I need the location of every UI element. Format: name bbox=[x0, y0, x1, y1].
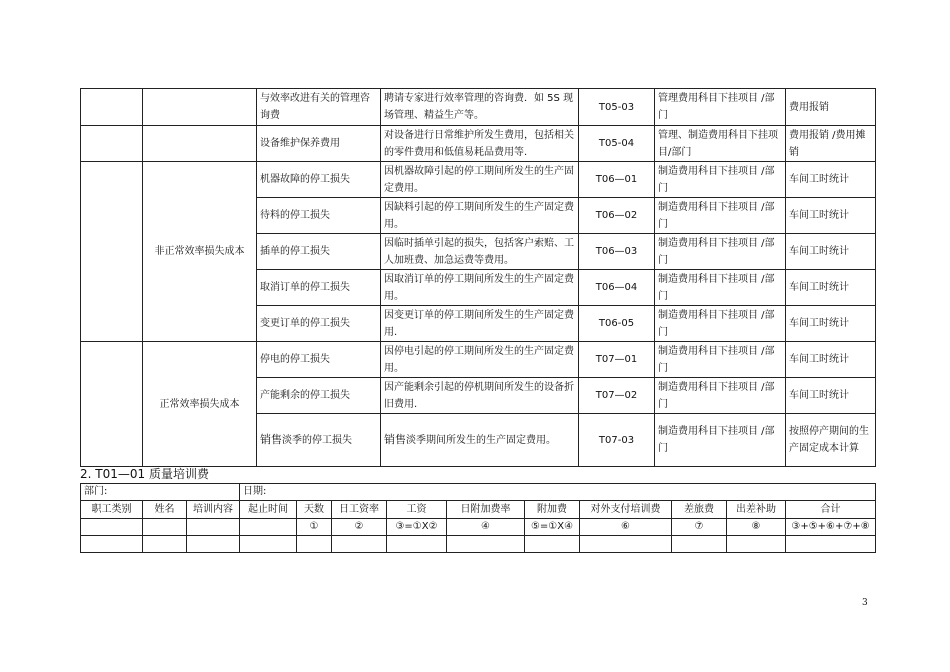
blank-cell bbox=[81, 126, 143, 162]
desc-cell: 因机器故障引起的停工期间所发生的生产固定费用。 bbox=[381, 162, 579, 198]
formula-cell: ⑥ bbox=[580, 519, 672, 536]
formula-cell: ① bbox=[297, 519, 332, 536]
column-header-row bbox=[81, 501, 876, 519]
table-row bbox=[81, 342, 876, 378]
table-row bbox=[81, 162, 876, 198]
code-cell: T06—04 bbox=[579, 270, 655, 306]
method-cell: 车间工时统计 bbox=[786, 162, 876, 198]
desc-cell: 因产能剩余引起的停机期间所发生的设备折旧费用. bbox=[381, 378, 579, 414]
formula-cell: ⑤=①X④ bbox=[525, 519, 580, 536]
column-header: 出差补助 bbox=[727, 501, 786, 519]
method-cell: 车间工时统计 bbox=[786, 270, 876, 306]
formula-cell bbox=[240, 519, 297, 536]
form-header-row bbox=[81, 484, 876, 501]
formula-cell bbox=[143, 519, 187, 536]
formula-cell: ③=①X② bbox=[387, 519, 447, 536]
code-cell: T07—02 bbox=[579, 378, 655, 414]
account-cell: 制造费用科目下挂项目 /部门 bbox=[655, 162, 786, 198]
blank-cell bbox=[143, 126, 257, 162]
method-cell: 车间工时统计 bbox=[786, 342, 876, 378]
method-cell: 车间工时统计 bbox=[786, 198, 876, 234]
desc-rest-text: 淡季期间所发生的生产固定费用。 bbox=[406, 435, 556, 446]
desc-cell bbox=[381, 414, 579, 467]
desc-cell: 因临时插单引起的损失，包括客户索赔、工人加班费、加急运费等费用。 bbox=[381, 234, 579, 270]
code-cell: T05-04 bbox=[579, 126, 655, 162]
formula-cell: ④ bbox=[447, 519, 525, 536]
dept-label: 部门: bbox=[81, 484, 240, 501]
desc-main-text: 销售 bbox=[384, 433, 406, 446]
blank-cell bbox=[81, 162, 143, 342]
method-cell: 车间工时统计 bbox=[786, 378, 876, 414]
formula-cell: ③+⑤+⑥+⑦+⑧ bbox=[786, 519, 876, 536]
account-cell: 制造费用科目下挂项目 /部门 bbox=[655, 306, 786, 342]
account-cell: 制造费用科目下挂项目 /部门 bbox=[655, 198, 786, 234]
code-cell: T07—01 bbox=[579, 342, 655, 378]
formula-cell: ② bbox=[332, 519, 387, 536]
item-cell: 变更订单的停工损失 bbox=[257, 306, 381, 342]
code-cell: T06—03 bbox=[579, 234, 655, 270]
blank-cell bbox=[240, 536, 297, 553]
category-abnormal: 非正常效率损失成本 bbox=[143, 162, 257, 342]
item-cell: 待料的停工损失 bbox=[257, 198, 381, 234]
blank-cell bbox=[81, 536, 143, 553]
column-header: 日附加费率 bbox=[447, 501, 525, 519]
column-header: 培训内容 bbox=[187, 501, 240, 519]
column-header: 姓名 bbox=[143, 501, 187, 519]
desc-cell: 因停电引起的停工期间所发生的生产固定费用。 bbox=[381, 342, 579, 378]
account-cell: 制造费用科目下挂项目 /部门 bbox=[655, 342, 786, 378]
item-cell bbox=[257, 414, 381, 467]
method-cell: 车间工时统计 bbox=[786, 234, 876, 270]
method-cell: 费用报销 bbox=[786, 89, 876, 126]
category-normal: 正常效率损失成本 bbox=[143, 342, 257, 467]
formula-cell bbox=[81, 519, 143, 536]
item-cell: 停电的停工损失 bbox=[257, 342, 381, 378]
item-cell: 产能剩余的停工损失 bbox=[257, 378, 381, 414]
training-form-table bbox=[80, 483, 876, 553]
cost-table bbox=[80, 88, 876, 467]
column-header: 差旅费 bbox=[672, 501, 727, 519]
account-cell: 制造费用科目下挂项目 /部门 bbox=[655, 414, 786, 467]
blank-cell bbox=[786, 536, 876, 553]
desc-cell: 聘请专家进行效率管理的咨询费．如 5S 现场管理、精益生产等。 bbox=[381, 89, 579, 126]
desc-cell: 因取消订单的停工期间所发生的生产固定费用。 bbox=[381, 270, 579, 306]
item-main-text: 销售 bbox=[260, 433, 282, 446]
blank-cell bbox=[332, 536, 387, 553]
item-cell: 插单的停工损失 bbox=[257, 234, 381, 270]
desc-cell: 因缺料引起的停工期间所发生的生产固定费用。 bbox=[381, 198, 579, 234]
item-cell: 取消订单的停工损失 bbox=[257, 270, 381, 306]
item-cell: 机器故障的停工损失 bbox=[257, 162, 381, 198]
column-header: 对外支付培训费 bbox=[580, 501, 672, 519]
column-header: 合计 bbox=[786, 501, 876, 519]
method-cell: 按照停产期间的生产固定成本计算 bbox=[786, 414, 876, 467]
table-row bbox=[81, 126, 876, 162]
column-header: 职工类别 bbox=[81, 501, 143, 519]
table-row bbox=[81, 89, 876, 126]
code-cell: T05-03 bbox=[579, 89, 655, 126]
blank-row bbox=[81, 536, 876, 553]
desc-cell: 对设备进行日常维护所发生费用，包括相关的零件费用和低值易耗品费用等. bbox=[381, 126, 579, 162]
page-number: 3 bbox=[862, 598, 868, 608]
account-cell: 管理、制造费用科目下挂项目/部门 bbox=[655, 126, 786, 162]
blank-cell bbox=[672, 536, 727, 553]
formula-cell: ⑦ bbox=[672, 519, 727, 536]
account-cell: 管理费用科目下挂项目 /部门 bbox=[655, 89, 786, 126]
section-heading: 2. T01—01 质量培训费 bbox=[80, 467, 209, 481]
blank-cell bbox=[297, 536, 332, 553]
column-header: 天数 bbox=[297, 501, 332, 519]
column-header: 日工资率 bbox=[332, 501, 387, 519]
code-cell: T06—01 bbox=[579, 162, 655, 198]
column-header: 附加费 bbox=[525, 501, 580, 519]
account-cell: 制造费用科目下挂项目 /部门 bbox=[655, 234, 786, 270]
account-cell: 制造费用科目下挂项目 /部门 bbox=[655, 270, 786, 306]
code-cell: T06—02 bbox=[579, 198, 655, 234]
blank-cell bbox=[143, 89, 257, 126]
desc-cell: 因变更订单的停工期间所发生的生产固定费用. bbox=[381, 306, 579, 342]
code-cell: T07-03 bbox=[579, 414, 655, 467]
formula-cell: ⑧ bbox=[727, 519, 786, 536]
blank-cell bbox=[81, 89, 143, 126]
blank-cell bbox=[525, 536, 580, 553]
formula-row bbox=[81, 519, 876, 536]
blank-cell bbox=[387, 536, 447, 553]
date-label: 日期: bbox=[240, 484, 876, 501]
formula-cell bbox=[187, 519, 240, 536]
blank-cell bbox=[447, 536, 525, 553]
item-cell: 设备维护保养费用 bbox=[257, 126, 381, 162]
blank-cell bbox=[81, 342, 143, 467]
method-cell: 费用报销 /费用摊销 bbox=[786, 126, 876, 162]
blank-cell bbox=[187, 536, 240, 553]
column-header: 工资 bbox=[387, 501, 447, 519]
blank-cell bbox=[580, 536, 672, 553]
item-cell: 与效率改进有关的管理咨询费 bbox=[257, 89, 381, 126]
item-rest-text: 淡季的停工损失 bbox=[282, 435, 352, 446]
method-cell: 车间工时统计 bbox=[786, 306, 876, 342]
blank-cell bbox=[143, 536, 187, 553]
code-cell: T06-05 bbox=[579, 306, 655, 342]
account-cell: 制造费用科目下挂项目 /部门 bbox=[655, 378, 786, 414]
blank-cell bbox=[727, 536, 786, 553]
column-header: 起止时间 bbox=[240, 501, 297, 519]
